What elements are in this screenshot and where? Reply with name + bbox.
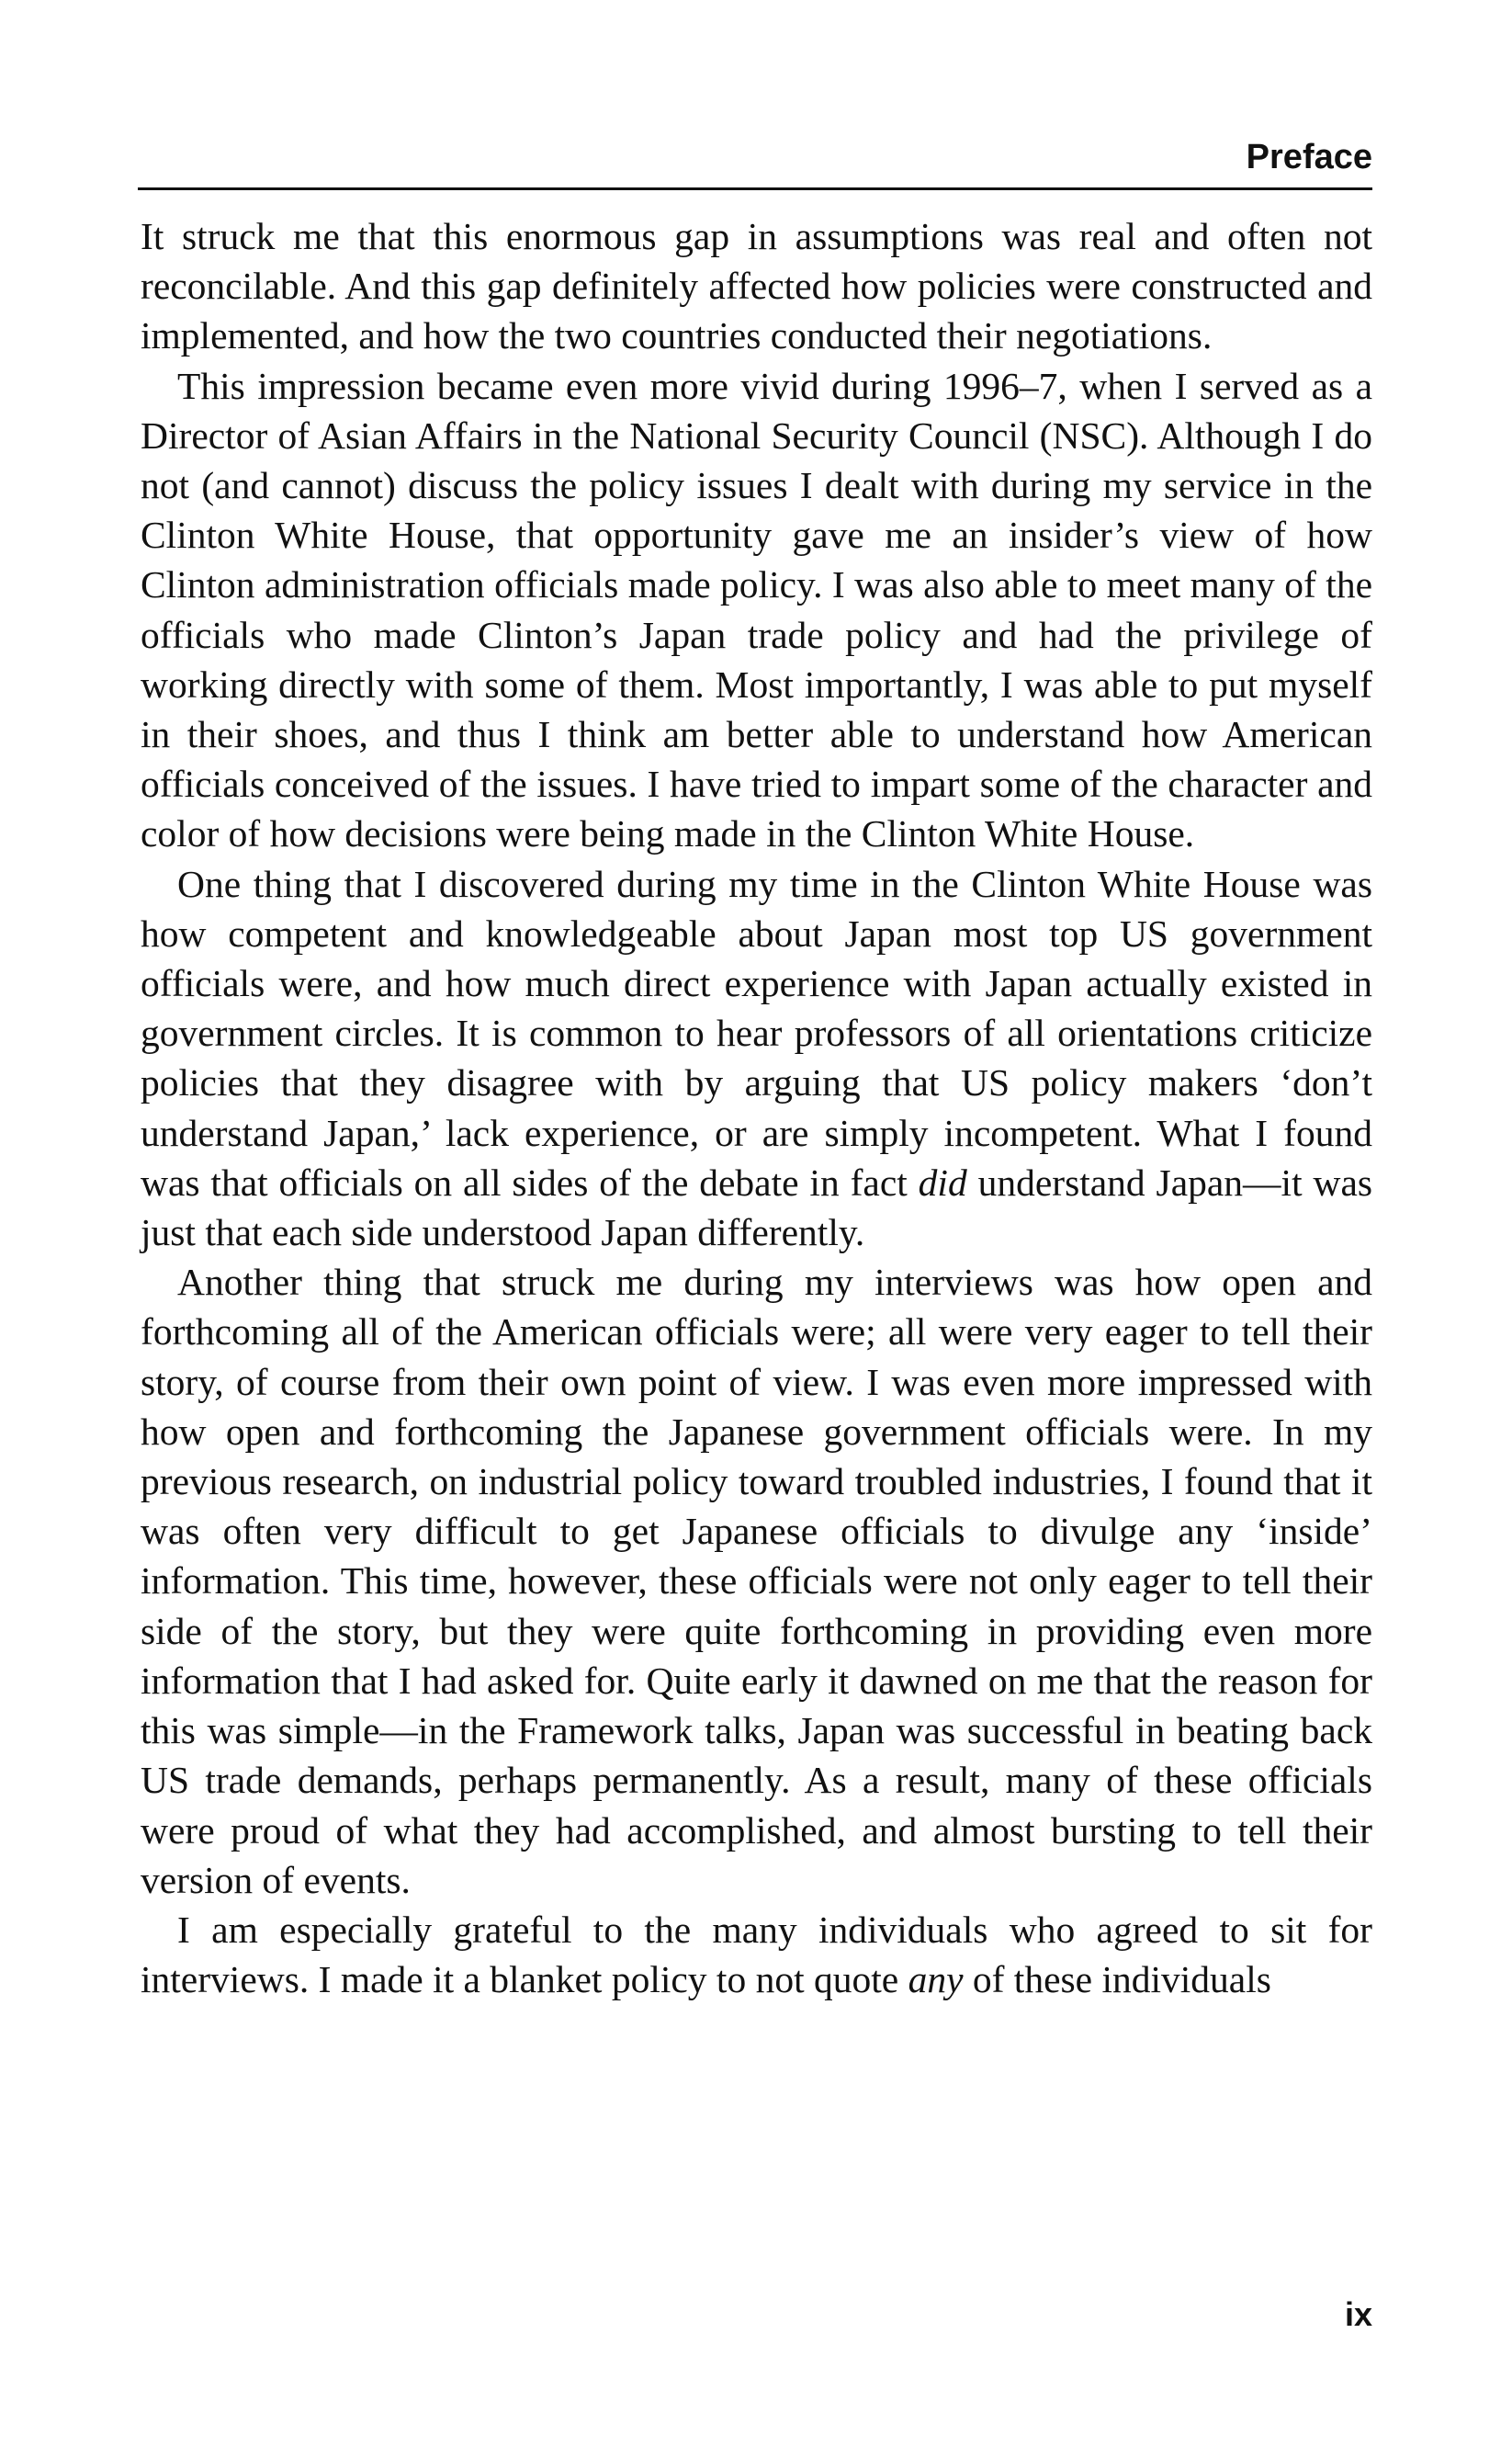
page-number: ix: [1344, 2295, 1372, 2333]
paragraph-3-text: One thing that I discovered during my time in the Clinton White House was how competent and knowledgeable about Japan most top US government officials were, and how much direct experience with Japan actually existed in government circles. It is common to hear professors of all orientations criticize policies that they disagree with by arguing that US policy makers ‘don’t understand Japan,’ lack experience, or are simply incompetent. What I found was that officials on all sides of the debate in fact: [141, 862, 1372, 1204]
body-text: [141, 211, 1372, 2004]
paragraph-4: Another thing that struck me during my interviews was how open and forthcoming all of the American officials were; all were very eager to tell their story, of course from their own point of view. I was even more impressed with how open and forthcoming the Japanese government officials were. In my previous research, on industrial policy toward troubled industries, I found that it was often very difficult to get Japanese officials to divulge any ‘inside’ information. This time, however, these officials were not only eager to tell their side of the story, but they were quite forthcoming in providing even more information that I had asked for. Quite early it dawned on me that the reason for this was simple—in the Framework talks, Japan was successful in beating back US trade demands, perhaps permanently. As a result, many of these officials were proud of what they had accomplished, and almost bursting to tell their version of events.: [141, 1261, 1372, 1901]
paragraph-5-text-after: of these individuals: [963, 1958, 1271, 2001]
paragraph-5: [141, 1905, 1372, 2004]
paragraph-1: It struck me that this enormous gap in assumptions was real and often not reconcilable. And this gap definitely affected how policies were constructed and implemented, and how the two countries conducted their negotiations.: [141, 215, 1372, 357]
header-rule: [138, 187, 1372, 190]
paragraph-5-text: I am especially grateful to the many individuals who agreed to sit for interviews. I made it a blanket policy to not quote: [141, 1908, 1372, 2001]
paragraph-3-text-after: understand Japan—it was just that each side understood Japan differently.: [141, 1161, 1373, 1254]
paragraph-3-emphasis: did: [918, 1161, 967, 1204]
paragraph-3: [141, 859, 1372, 1258]
paragraph-2: This impression became even more vivid during 1996–7, when I served as a Director of Asian Affairs in the National Security Council (NSC). Although I do not (and cannot) discuss the policy issues I dealt with during my service in the Clinton White House, that opportunity gave me an insider’s view of how Clinton administration officials made policy. I was also able to meet many of the officials who made Clinton’s Japan trade policy and had the privilege of working directly with some of them. Most importantly, I was able to put myself in their shoes, and thus I think am better able to understand how American officials conceived of the issues. I have tried to impart some of the character and color of how decisions were being made in the Clinton White House.: [141, 364, 1372, 855]
paragraph-5-emphasis: any: [908, 1958, 964, 2001]
running-head: Preface: [1246, 138, 1372, 176]
